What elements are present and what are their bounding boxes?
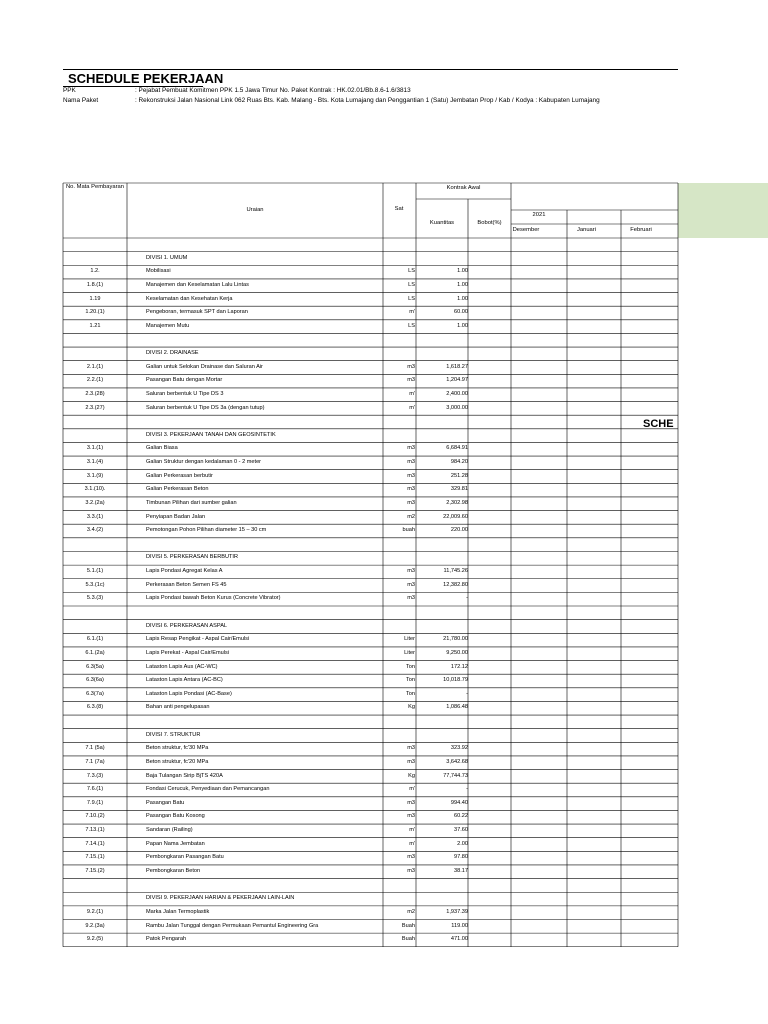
row-qty [416, 715, 468, 728]
row-no [64, 892, 126, 905]
row-sat: m' [409, 390, 415, 397]
row-uraian: Marka Jalan Termoplastik [146, 908, 210, 915]
row-qty: 984.20 [450, 459, 468, 466]
ppk-label: PPK [63, 87, 76, 94]
row-no: 2.3.(27) [85, 404, 105, 411]
row-sat: LS [408, 268, 415, 275]
ppk-value: : Pejabat Pembuat Komitmen PPK 1.5 Jawa Timur No. Paket Kontrak : HK.02.01/Bb.8.6-1.6/3813 [135, 87, 411, 94]
row-uraian: Galian Biasa [146, 445, 178, 452]
row-qty [416, 252, 468, 265]
row-sat: m3 [407, 867, 415, 874]
row-no: 7.13.(1) [85, 827, 105, 834]
row-sat [384, 715, 415, 728]
row-uraian: Lataston Lapis Pondasi (AC-Base) [146, 690, 232, 697]
row-qty: 77,744.73 [443, 772, 468, 779]
row-qty: 323.92 [450, 745, 468, 752]
row-no: 1.2. [90, 268, 100, 275]
row-qty: 38.17 [454, 867, 468, 874]
row-sat [384, 238, 415, 251]
row-qty: 97.80 [454, 854, 468, 861]
row-sat: m3 [407, 459, 415, 466]
row-uraian: Pemotongan Pohon Pilihan diameter 15 – 30 cm [146, 527, 267, 534]
row-uraian: DIVISI 2. DRAINASE [146, 350, 199, 357]
row-qty: 21,780.00 [443, 636, 468, 643]
row-qty: 11,745.26 [443, 568, 468, 575]
header-month-februari: Februari [630, 227, 652, 233]
row-sat [384, 429, 415, 442]
row-qty [416, 347, 468, 360]
row-no: 7.3.(3) [86, 772, 104, 779]
row-no: 6.3(5a) [86, 663, 104, 670]
row-no: 3.1.(10). [84, 486, 106, 493]
row-no: 2.1.(1) [86, 363, 104, 370]
row-no: 3.1.(1) [86, 445, 104, 452]
row-no [64, 879, 126, 892]
row-sat: Ton [405, 690, 415, 697]
row-no: 3.2.(2a) [85, 499, 105, 506]
header-uraian: Uraian [246, 207, 264, 213]
row-uraian [146, 715, 382, 728]
row-no: 6.3.(8) [86, 704, 104, 711]
row-sat: Kg [408, 772, 415, 779]
row-no [64, 729, 126, 742]
row-uraian: Lataston Lapis Antara (AC-BC) [146, 677, 223, 684]
row-uraian: Manajemen Mutu [146, 322, 190, 329]
row-no [64, 429, 126, 442]
row-no [64, 715, 126, 728]
row-uraian: DIVISI 3. PEKERJAAN TANAH DAN GEOSINTETIK [146, 431, 276, 438]
row-qty: 119.00 [451, 922, 468, 929]
row-uraian: Lapis Pondasi bawah Beton Kurus (Concrete Vibrator) [146, 595, 281, 602]
row-qty: - [466, 595, 468, 602]
row-uraian: Keselamatan dan Kesehatan Kerja [146, 295, 233, 302]
row-no: 7.9.(1) [86, 799, 104, 806]
row-qty [416, 551, 468, 564]
row-sat: m3 [407, 854, 415, 861]
row-uraian: DIVISI 5. PERKERASAN BERBUTIR [146, 554, 239, 561]
row-qty: 22,009.60 [443, 513, 468, 520]
row-qty: 2.00 [457, 840, 468, 847]
row-uraian: Timbunan Pilihan dari sumber galian [146, 499, 237, 506]
row-uraian: Pembongkaran Pasangan Batu [146, 854, 224, 861]
row-sat [384, 606, 415, 619]
row-qty [416, 333, 468, 346]
row-sat: buah [402, 527, 415, 534]
row-no: 1.21 [89, 322, 101, 329]
row-uraian: Manajemen dan Keselamatan Lalu Lintas [146, 281, 249, 288]
row-sat: Kg [408, 704, 415, 711]
row-qty: 1,204.97 [446, 377, 468, 384]
header-year: 2021 [532, 212, 546, 218]
row-qty: 172.12 [450, 663, 468, 670]
row-sat: m' [409, 827, 415, 834]
row-uraian: Sandaran (Railing) [146, 827, 193, 834]
row-qty: 10,018.79 [443, 677, 468, 684]
row-sat: Ton [405, 677, 415, 684]
header-sat: Sat [394, 206, 404, 212]
row-uraian: DIVISI 7. STRUKTUR [146, 731, 201, 738]
row-no: 7.1 (7a) [85, 758, 105, 765]
row-uraian: Saluran berbentuk U Tipe DS 3 [146, 390, 224, 397]
row-uraian: Pasangan Batu Kosong [146, 813, 205, 820]
row-sat: m3 [407, 758, 415, 765]
paket-value: : Rekonstruksi Jalan Nasional Link 062 Ruas Bts. Kab. Malang - Bts. Kota Lumajang dan Penggantian 1 (Satu) Jembatan Prop / Kab / Kodya : Kabupaten Lumajang [135, 97, 600, 104]
row-qty: 1,086.48 [446, 704, 468, 711]
row-no [64, 333, 126, 346]
row-no: 2.2.(1) [86, 377, 104, 384]
page-title: SCHEDULE PEKERJAAN [68, 71, 224, 86]
header-month-desember: Desember [512, 227, 540, 233]
row-uraian: Pasangan Batu [146, 799, 185, 806]
row-qty: - [466, 786, 468, 793]
row-sat: m3 [407, 813, 415, 820]
row-sat: m3 [407, 486, 415, 493]
row-sat: Buah [401, 936, 415, 943]
row-sat [384, 252, 415, 265]
row-no: 1.20.(1) [85, 309, 105, 316]
row-sat: m3 [407, 499, 415, 506]
row-sat [384, 415, 415, 428]
row-uraian [146, 238, 382, 251]
row-qty [416, 620, 468, 633]
row-no: 6.1.(2a) [85, 649, 105, 656]
header-no: No. Mata Pembayaran [66, 184, 124, 190]
row-sat: LS [408, 322, 415, 329]
row-qty: 994.40 [450, 799, 468, 806]
row-no [64, 538, 126, 551]
row-uraian: Lapis Resap Pengikat - Aspal Cair/Emulsi [146, 636, 250, 643]
row-qty: 1.00 [457, 281, 468, 288]
row-qty: 220.00 [450, 527, 468, 534]
row-sat [384, 892, 415, 905]
row-no: 3.4.(2) [86, 527, 104, 534]
row-uraian: DIVISI 1. UMUM [146, 254, 188, 261]
row-uraian: DIVISI 6. PERKERASAN ASPAL [146, 622, 228, 629]
header-bobot: Bobot(%) [477, 220, 502, 226]
row-no: 7.1 (5a) [85, 745, 105, 752]
row-uraian: Pasangan Batu dengan Mortar [146, 377, 223, 384]
row-sat: m3 [407, 799, 415, 806]
row-sat: Liter [404, 649, 415, 656]
row-qty: 6,684.91 [446, 445, 468, 452]
row-uraian [146, 606, 382, 619]
row-qty: 1,937.39 [446, 908, 468, 915]
row-uraian: Galian Perkerasan Beton [146, 486, 209, 493]
row-uraian [146, 415, 382, 428]
row-uraian: Galian Perkerasan berbutir [146, 472, 213, 479]
row-sat: m3 [407, 745, 415, 752]
row-uraian: Baja Tulangan Sirip BjTS 420A [146, 772, 223, 779]
row-sat: m' [409, 309, 415, 316]
row-qty: 1.00 [457, 322, 468, 329]
row-no: 7.15.(2) [85, 867, 105, 874]
row-qty: 3,000.00 [446, 404, 468, 411]
row-no [64, 606, 126, 619]
row-sat: m' [409, 404, 415, 411]
row-sat: LS [408, 281, 415, 288]
row-no: 9.2.(1) [86, 908, 104, 915]
row-no: 6.3(7a) [86, 690, 104, 697]
header-kuantitas: Kuantitas [429, 220, 455, 226]
row-sat: m3 [407, 581, 415, 588]
row-sat: m3 [407, 472, 415, 479]
row-uraian: Beton struktur, fc'20 MPa [146, 758, 209, 765]
row-sat: m3 [407, 377, 415, 384]
row-sat: m3 [407, 595, 415, 602]
row-sat [384, 879, 415, 892]
row-qty: 2,302.98 [446, 499, 468, 506]
row-sat: m3 [407, 445, 415, 452]
paket-label: Nama Paket [63, 97, 99, 104]
row-no: 5.3.(3) [86, 595, 104, 602]
row-sat [384, 620, 415, 633]
row-no: 1.8.(1) [86, 281, 104, 288]
row-no: 5.1.(1) [86, 568, 104, 575]
row-uraian: Pembongkaran Beton [146, 867, 201, 874]
row-uraian: Lapis Pondasi Agregat Kelas A [146, 568, 223, 575]
row-sat [384, 551, 415, 564]
row-qty [416, 729, 468, 742]
row-no: 3.3.(1) [86, 513, 104, 520]
side-label: SCHE [643, 418, 674, 430]
row-qty: 12,382.80 [443, 581, 468, 588]
row-uraian: Penyiapan Badan Jalan [146, 513, 206, 520]
row-qty [416, 606, 468, 619]
row-qty: 9,250.00 [446, 649, 468, 656]
row-no: 6.1.(1) [86, 636, 104, 643]
row-qty: 471.00 [450, 936, 468, 943]
row-uraian: Papan Nama Jembatan [146, 840, 205, 847]
row-no: 6.3(6a) [86, 677, 104, 684]
row-no [64, 238, 126, 251]
row-no: 1.19 [89, 295, 101, 302]
row-qty [416, 429, 468, 442]
row-sat: m3 [407, 363, 415, 370]
row-no: 9.2.(3a) [85, 922, 105, 929]
row-sat: Ton [405, 663, 415, 670]
row-uraian: Lataston Lapis Aus (AC-WC) [146, 663, 218, 670]
row-no [64, 620, 126, 633]
row-uraian [146, 879, 382, 892]
row-sat: m2 [407, 513, 415, 520]
row-no: 9.2.(5) [86, 936, 104, 943]
row-uraian: Fondasi Cerucuk, Penyediaan dan Pemancangan [146, 786, 270, 793]
row-uraian: Patok Pengarah [146, 936, 187, 943]
row-no: 7.10.(2) [85, 813, 105, 820]
row-sat [384, 347, 415, 360]
row-uraian: Pengeboran, termasuk SPT dan Laporan [146, 309, 248, 316]
row-no [64, 347, 126, 360]
row-qty: 37.60 [454, 827, 468, 834]
row-qty [416, 415, 468, 428]
row-no [64, 252, 126, 265]
row-uraian [146, 333, 382, 346]
row-no: 2.3.(28) [85, 390, 105, 397]
row-no [64, 551, 126, 564]
row-uraian: Galian untuk Selokan Drainase dan Saluran Air [146, 363, 263, 370]
row-sat [384, 729, 415, 742]
header-month-januari: Januari [576, 227, 596, 233]
row-qty: 1.00 [457, 268, 468, 275]
row-qty: 3,642.68 [446, 758, 468, 765]
row-sat: m' [409, 840, 415, 847]
row-sat: LS [408, 295, 415, 302]
row-no: 7.14.(1) [85, 840, 105, 847]
row-uraian [146, 538, 382, 551]
row-uraian: DIVISI 9. PEKERJAAN HARIAN & PEKERJAAN LAIN-LAIN [146, 895, 295, 902]
row-qty: 60.00 [454, 309, 468, 316]
row-uraian: Galian Struktur dengan kedalaman 0 - 2 meter [146, 459, 262, 466]
row-qty: 1.00 [457, 295, 468, 302]
row-qty [416, 538, 468, 551]
row-uraian: Saluran berbentuk U Tipe DS 3a (dengan tutup) [146, 404, 265, 411]
row-qty [416, 892, 468, 905]
row-sat [384, 538, 415, 551]
row-qty: 251.28 [450, 472, 468, 479]
row-uraian: Bahan anti pengelupasan [146, 704, 210, 711]
row-no: 5.3.(1c) [85, 581, 105, 588]
row-qty: - [466, 690, 468, 697]
row-qty [416, 879, 468, 892]
row-sat: Buah [401, 922, 415, 929]
row-sat: m3 [407, 568, 415, 575]
row-no: 7.15.(1) [85, 854, 105, 861]
row-qty: 1,618.27 [446, 363, 468, 370]
row-qty: 60.22 [454, 813, 468, 820]
row-no: 3.1.(9) [86, 472, 104, 479]
row-qty: 329.81 [450, 486, 468, 493]
row-uraian: Rambu Jalan Tunggal dengan Permukaan Pemantul Engineering Gra [146, 922, 319, 929]
row-uraian: Mobilisasi [146, 268, 171, 275]
row-uraian: Perkerasan Beton Semen FS 45 [146, 581, 227, 588]
row-qty [416, 238, 468, 251]
row-uraian: Lapis Perekat - Aspal Cair/Emulsi [146, 649, 230, 656]
row-sat [384, 333, 415, 346]
row-qty: 2,400.00 [446, 390, 468, 397]
row-sat: m2 [407, 908, 415, 915]
row-no: 7.6.(1) [86, 786, 104, 793]
row-uraian: Beton struktur, fc'30 MPa [146, 745, 209, 752]
row-sat: m' [409, 786, 415, 793]
row-no [64, 415, 126, 428]
row-sat: Liter [404, 636, 415, 643]
header-kontrak-awal: Kontrak Awal [446, 185, 481, 191]
row-no: 3.1.(4) [86, 459, 104, 466]
